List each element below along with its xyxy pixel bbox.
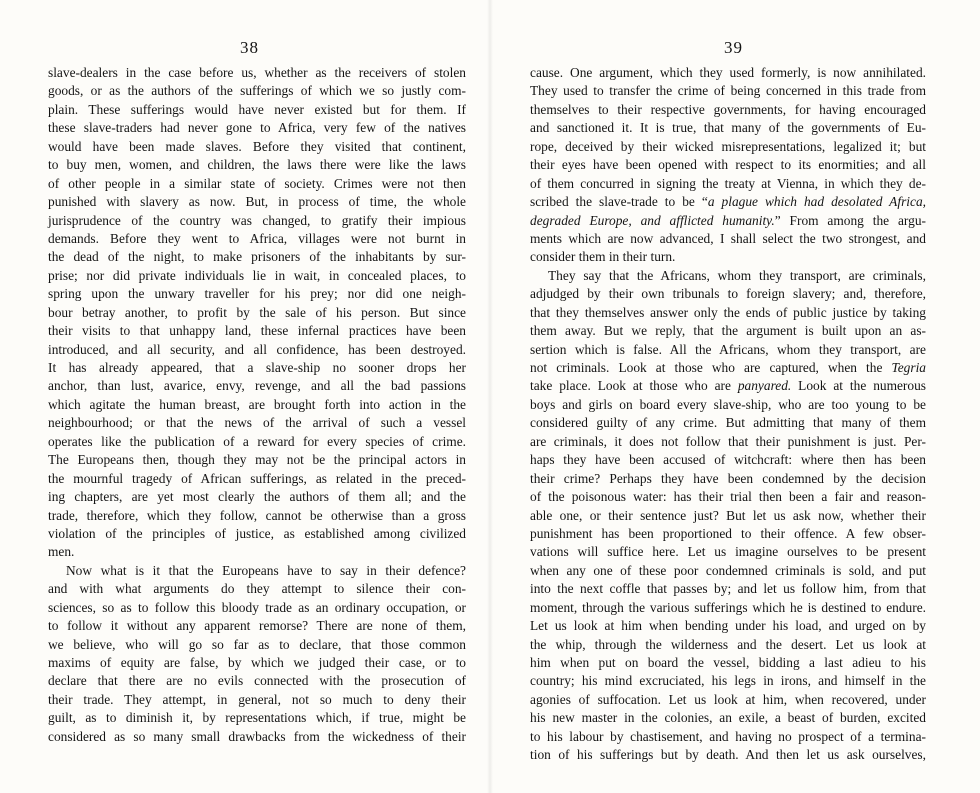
text-line: haps they have been accused of witchcraft: where then has been: [530, 452, 926, 468]
text-line: sciences, so as to follow this bloody trade as an ordinary occupation, or: [48, 599, 466, 615]
italic-phrase: a plague which had desolated Africa,: [707, 194, 926, 210]
text-line: his new master in the colonies, an exile, a beast of burden, excited: [530, 710, 926, 726]
text-line: prise; nor did private individuals lie in wait, in concealed places, to: [48, 267, 466, 283]
text-line: They say that the Africans, whom they transport, are criminals,: [548, 267, 926, 283]
text-line: trade, therefore, which they follow, cannot be otherwise than a gross: [48, 507, 466, 523]
text-line: country; his mind excruciated, his legs in irons, and himself in the: [530, 673, 926, 689]
text-line: and with what arguments do they attempt to silence their con-: [48, 581, 466, 597]
text-line: The Europeans then, though they may not be the principal actors in: [48, 452, 466, 468]
text-line: violation of the principles of justice, as established among civilized: [48, 525, 466, 541]
page-number-left: 38: [240, 38, 259, 57]
line-segment: not criminals. Look at those who are captured, when the: [530, 360, 892, 375]
line-segment: scribed the slave-trade to be “: [530, 194, 708, 210]
text-line: slave-dealers in the case before us, whether as the receivers of stolen: [48, 65, 466, 80]
text-line: into the next coffle that passes by; and let us follow him, from that: [530, 581, 926, 597]
text-line: tion of his sufferings but by death. And then let us ask ourselves,: [530, 747, 926, 763]
text-line: to buy men, women, and children, the laws there were like the laws: [48, 157, 466, 173]
text-line: [530, 359, 926, 377]
text-line: It has already appeared, that a slave-ship no sooner drops her: [48, 360, 466, 375]
italic-phrase: panyared.: [737, 378, 792, 394]
text-line: operates like the publication of a reward for every species of crime.: [48, 433, 466, 449]
text-line: considered as so many small drawbacks from the wickedness of their: [48, 728, 466, 744]
text-line: boys and girls on board every slave-ship, who are too young to be: [530, 396, 926, 412]
text-line: their trade. They attempt, in general, not so much to deny their: [48, 691, 466, 707]
text-line: the whip, through the wilderness and the desert. Let us look at: [530, 636, 926, 652]
text-line: declare that there are no evils connected with the prosecution of: [48, 673, 466, 689]
text-line: punished with slavery as now. But, in process of time, the whole: [48, 194, 466, 210]
text-line: ments which are now advanced, I shall select the two strongest, and: [530, 230, 926, 246]
text-line: spring upon the unwary traveller for his prey; nor did one neigh-: [48, 286, 466, 302]
text-line: vations will suffice here. Let us imagine ourselves to be present: [530, 544, 926, 560]
text-line: ing chapters, are yet most clearly the authors of them all; and the: [48, 489, 466, 505]
text-line: Let us look at him when bending under his load, and urged on by: [530, 618, 926, 634]
page-number-right: 39: [724, 38, 743, 57]
text-line: we believe, who will go so far as to declare, that those common: [48, 636, 466, 652]
text-line: [530, 212, 926, 230]
text-line: of other people in a similar state of society. Crimes were not then: [48, 175, 466, 191]
text-line: would have been made slaves. Before they visited that continent,: [48, 138, 466, 154]
text-line: They used to transfer the crime of being concerned in this trade from: [530, 83, 926, 99]
left-page-text: [48, 64, 466, 746]
text-line: them away. But we reply, that the argument is built upon an as-: [530, 323, 926, 339]
text-line: anchor, than lust, avarice, envy, revenge, and all the bad passions: [48, 378, 466, 394]
text-line: their visits to that unhappy land, these infernal practices have been: [48, 323, 466, 339]
text-line: maxims of equity are false, by which we judged their case, or to: [48, 655, 466, 670]
text-line: plain. These sufferings would have never existed but for them. If: [48, 101, 466, 117]
text-line: Now what is it that the Europeans have to say in their defence?: [66, 562, 466, 578]
line-segment: take place. Look at those who are: [530, 378, 738, 394]
text-line: to follow it without any apparent remorse? There are none of them,: [48, 618, 466, 634]
text-line: [530, 377, 926, 395]
text-line: and sanctioned it. It is true, that many of the governments of Eu-: [530, 120, 926, 136]
text-line: rope, deceived by their wicked misrepresentations, legalized it; but: [530, 138, 926, 154]
text-line: themselves to their respective governments, for having encouraged: [530, 101, 926, 117]
text-line: able one, or their sentence just? But let us ask now, whether their: [530, 507, 926, 523]
text-line: that they themselves answer only the ends of public justice by taking: [530, 304, 926, 320]
text-line: of the poisonous water: has their trial then been a fair and reason-: [530, 489, 926, 505]
text-line: adjudged by their own tribunals to foreign slavery; and, therefore,: [530, 286, 926, 302]
text-line: guilt, as to diminish it, by representations which, if true, might be: [48, 710, 466, 726]
text-line: which agitate the human breast, are brought forth into action in the: [48, 396, 466, 412]
right-page-text: [530, 64, 926, 765]
text-line: these slave-traders had never gone to Africa, very few of the natives: [48, 120, 466, 136]
text-line: cause. One argument, which they used formerly, is now annihilated.: [530, 65, 926, 80]
text-line: [530, 193, 926, 211]
text-line: bour betray another, to profit by the sale of his person. But since: [48, 304, 466, 320]
text-line: consider them in their turn.: [530, 249, 676, 265]
text-line: are criminals, it does not follow that their punishment is just. Per-: [530, 433, 926, 449]
text-line: introduced, and all security, and all confidence, has been destroyed.: [48, 341, 466, 357]
text-line: agonies of suffocation. Let us look at him, when recovered, under: [530, 691, 926, 707]
line-segment: ” From among the argu-: [774, 212, 926, 228]
text-line: goods, or as the authors of the sufferings of which we so justly com-: [48, 83, 466, 99]
text-line: considered guilty of any crime. But admitting that many of them: [530, 415, 926, 431]
text-line: him when put on board the vessel, bidding a last adieu to his: [530, 655, 926, 670]
text-line: of them concurred in signing the treaty at Vienna, in which they de-: [530, 175, 926, 191]
italic-phrase: degraded Europe, and afflicted humanity.: [530, 212, 775, 228]
text-line: their crime? Perhaps they have been condemned by the decision: [530, 470, 926, 486]
text-line: moment, through the various sufferings which he is destined to endure.: [530, 599, 926, 615]
text-line: men.: [48, 544, 75, 560]
italic-phrase: Tegria: [891, 360, 926, 375]
text-line: sertion which is false. All the Africans, whom they transport, are: [530, 341, 926, 357]
right-page: [490, 0, 980, 793]
text-line: to his labour by chastisement, and having no prospect of a termina-: [530, 728, 926, 744]
text-line: demands. Before they went to Africa, villages were not burnt in: [48, 230, 466, 246]
text-line: the mournful tragedy of African sufferings, as related in the preced-: [48, 470, 466, 486]
text-line: neighbourhood; or that the news of the arrival of such a vessel: [48, 415, 466, 431]
text-line: the dead of the night, to make prisoners of the inhabitants by sur-: [48, 249, 466, 265]
text-line: their eyes have been opened with respect to its enormities; and all: [530, 157, 926, 173]
line-segment: Look at the numerous: [791, 378, 926, 394]
text-line: jurisprudence of the country was changed, to gratify their impious: [48, 212, 466, 228]
text-line: punishment has been proportioned to their offence. A few obser-: [530, 525, 926, 541]
text-line: when any one of these poor condemned criminals is sold, and put: [530, 562, 926, 578]
